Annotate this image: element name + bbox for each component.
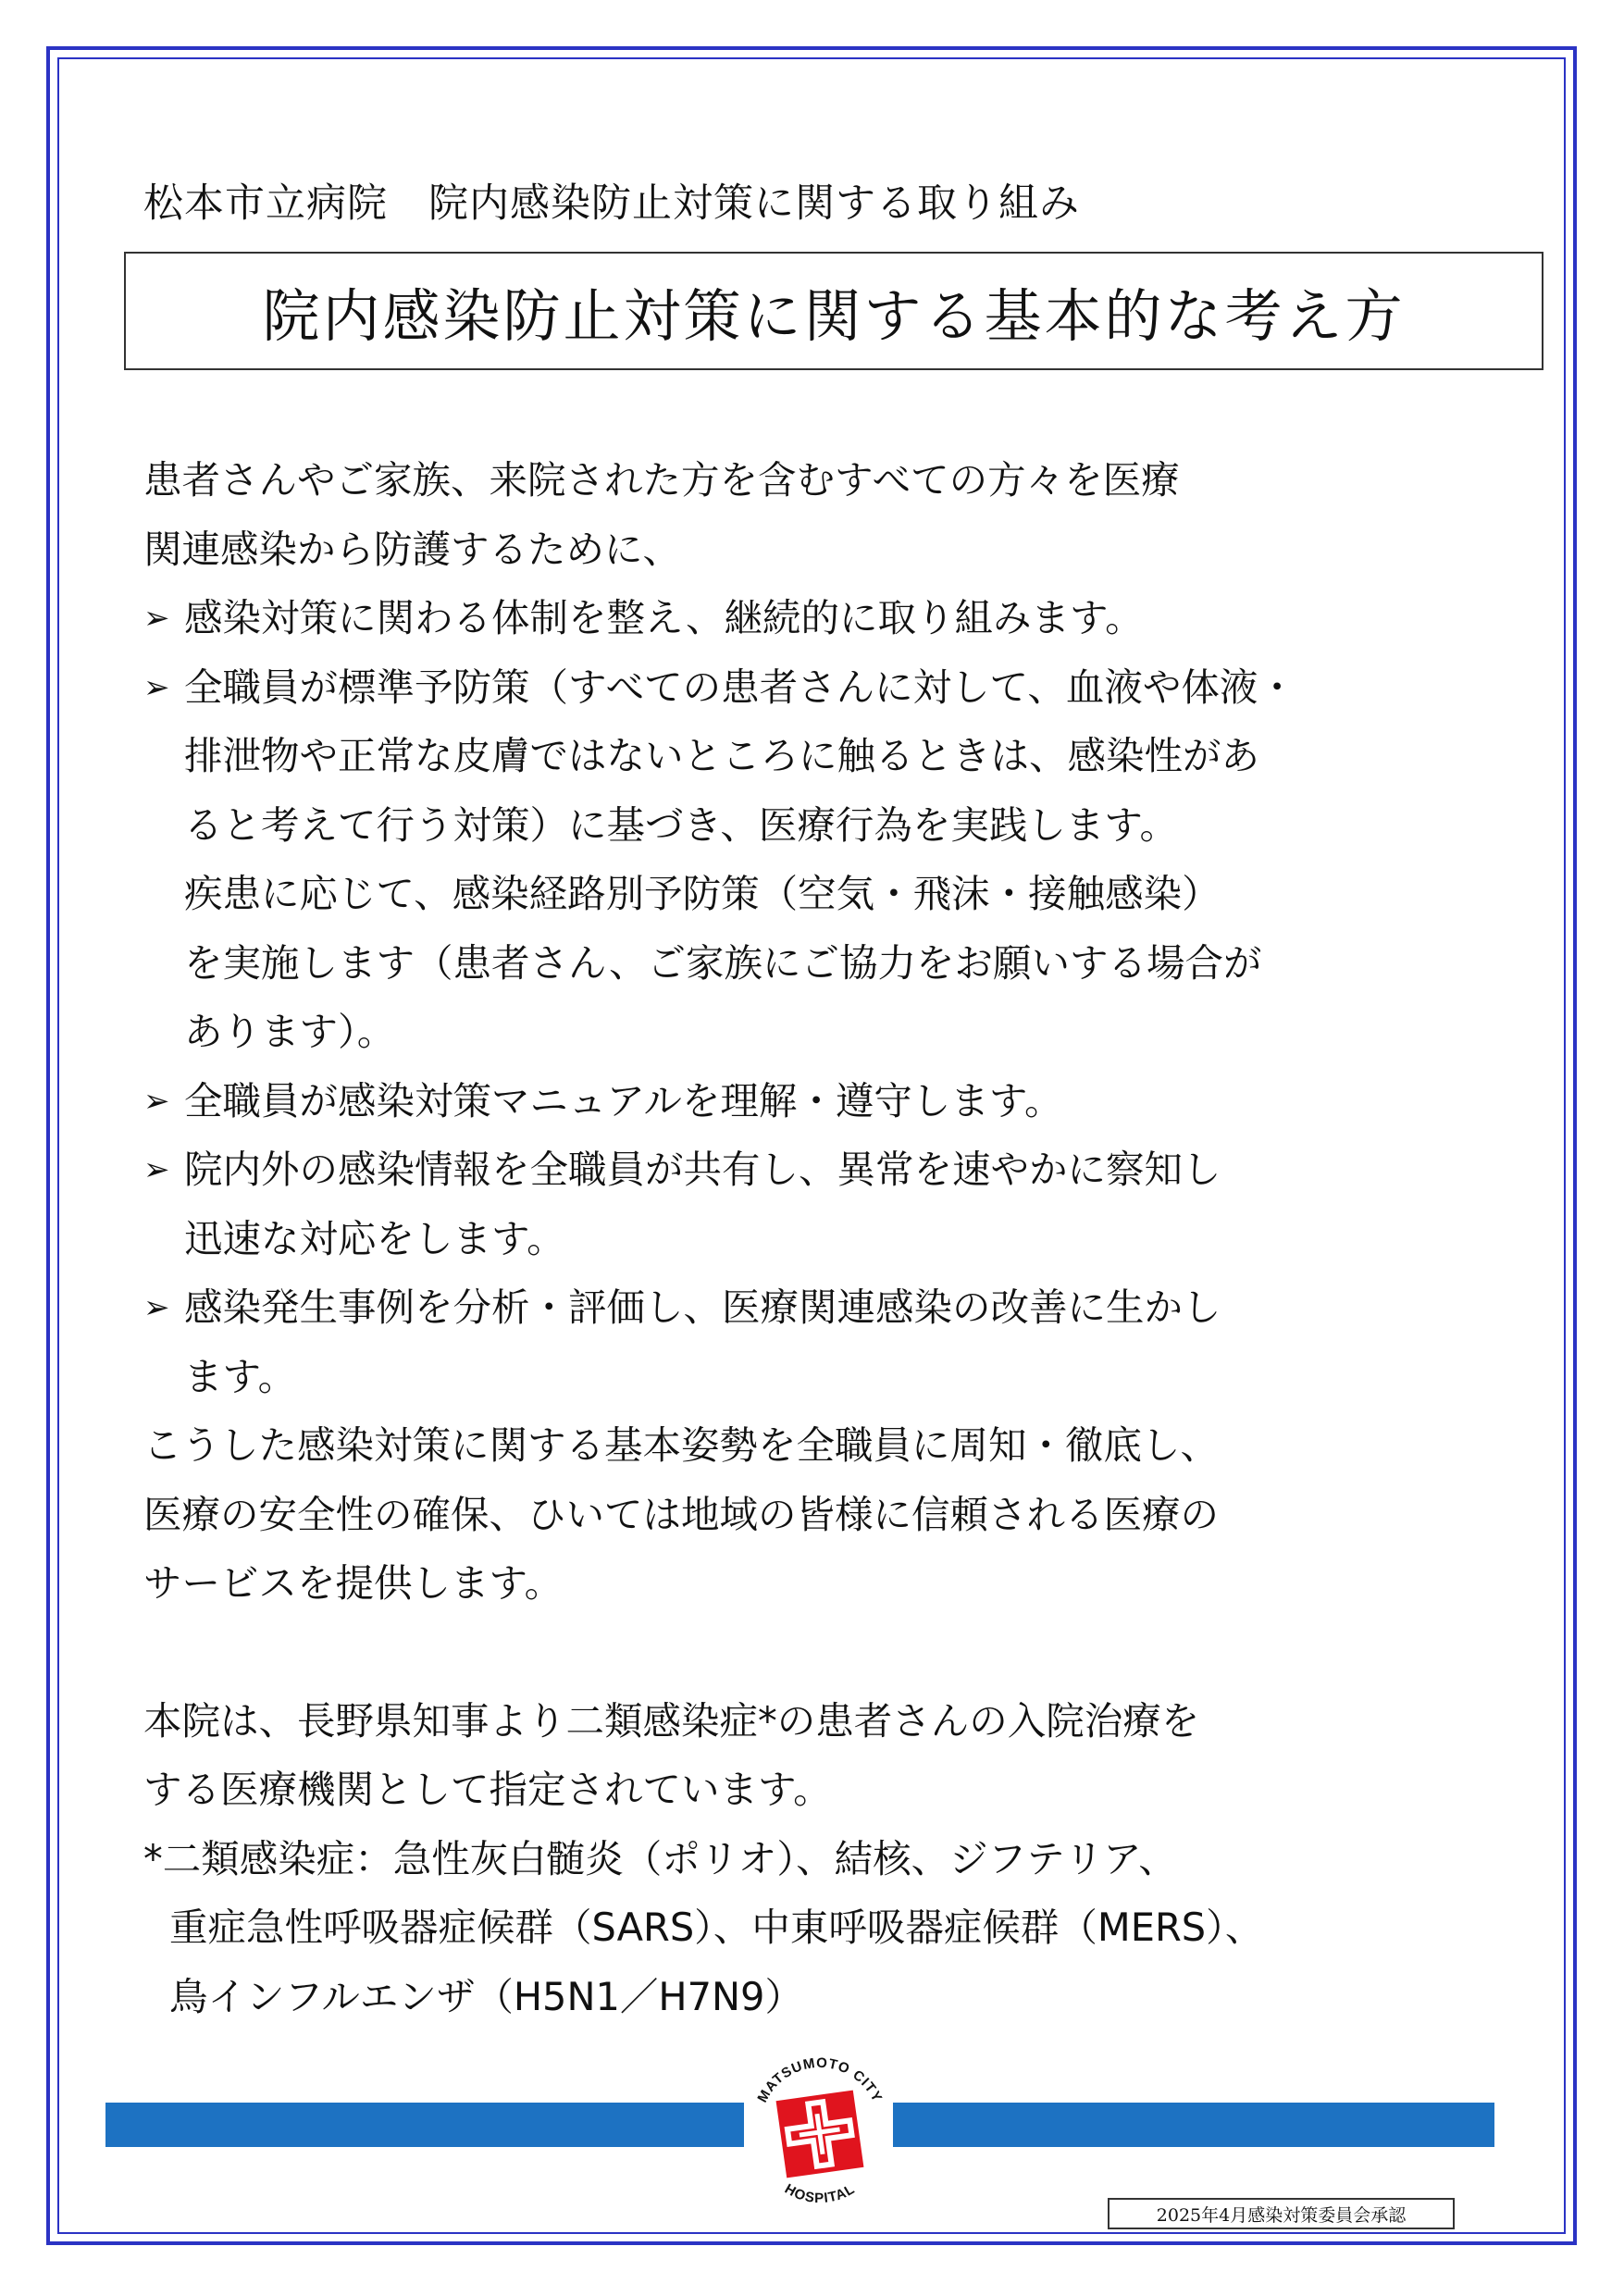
footnote-line: 鳥インフルエンザ（H5N1／H7N9） [169,1973,803,2019]
logo-text-top: MATSUMOTO CITY [754,2054,886,2105]
bullet-text-continued: を実施します（患者さん、ご家族にご協力をお願いする場合が [184,939,1262,986]
logo-text-bottom: HOSPITAL [781,2180,859,2207]
title-box [124,252,1543,370]
page-title: 院内感染防止対策に関する基本的な考え方 [262,281,1406,350]
bullet-text: 感染発生事例を分析・評価し、医療関連感染の改善に生かし [184,1285,1221,1330]
footer-bar-right [893,2103,1494,2147]
arrowhead-bullet-icon: ➢ [143,1082,170,1120]
page-subtitle: 松本市立病院 院内感染防止対策に関する取り組み [143,180,1080,227]
intro-line: 関連感染から防護するために、 [143,526,682,572]
bullet-text: 院内外の感染情報を全職員が共有し、異常を速やかに察知し [184,1147,1221,1192]
svg-text:HOSPITAL [782,2181,858,2206]
spacer [143,1619,1494,1687]
bullet-text: 感染対策に関わる体制を整え、継続的に取り組みます。 [184,595,1144,640]
bullet-text-continued: あります）。 [184,1009,396,1054]
closing-line: 医療の安全性の確保、ひいては地域の皆様に信頼される医療の [143,1491,1220,1537]
bullet-item [143,1067,1494,1136]
footer-bar-left [105,2103,744,2147]
closing-line: サービスを提供します。 [143,1560,564,1606]
arrowhead-bullet-icon: ➢ [143,1151,170,1188]
bullet-item [143,1136,1494,1205]
bullet-text: 全職員が感染対策マニュアルを理解・遵守します。 [184,1077,1063,1123]
bullet-text-continued: ると考えて行う対策）に基づき、医療行為を実践します。 [184,801,1179,848]
bullet-text-continued: 迅速な対応をします。 [184,1215,565,1261]
bullet-item [143,653,1494,723]
arrowhead-bullet-icon: ➢ [143,1289,170,1326]
approval-stamp: 2025年4月感染対策委員会承認 [1108,2198,1455,2229]
closing-line: こうした感染対策に関する基本姿勢を全職員に周知・徹底し、 [143,1422,1220,1468]
bullet-item [143,1273,1494,1343]
policy-body [143,446,1494,2031]
bullet-text-continued: ます。 [184,1353,297,1399]
footnote-line: *二類感染症：急性灰白髄炎（ポリオ）、結核、ジフテリア、 [143,1835,1177,1881]
intro-line: 患者さんやご家族、来院された方を含むすべての方々を医療 [143,457,1180,503]
arrowhead-bullet-icon: ➢ [143,668,170,706]
footnote-line: 重症急性呼吸器症候群（SARS）、中東呼吸器症候群（MERS）、 [169,1905,1264,1950]
bullet-text-continued: 排泄物や正常な皮膚ではないところに触るときは、感染性があ [184,733,1260,778]
designation-line: する医療機関として指定されています。 [143,1767,832,1812]
bullet-text: 全職員が標準予防策（すべての患者さんに対して、血液や体液・ [184,664,1296,710]
designation-line: 本院は、長野県知事より二類感染症*の患者さんの入院治療を [143,1697,1200,1744]
arrowhead-bullet-icon: ➢ [143,600,170,637]
bullet-item [143,584,1494,653]
hospital-cross-logo [740,2047,899,2212]
bullet-text-continued: 疾患に応じて、感染経路別予防策（空気・飛沫・接触感染） [184,871,1221,916]
